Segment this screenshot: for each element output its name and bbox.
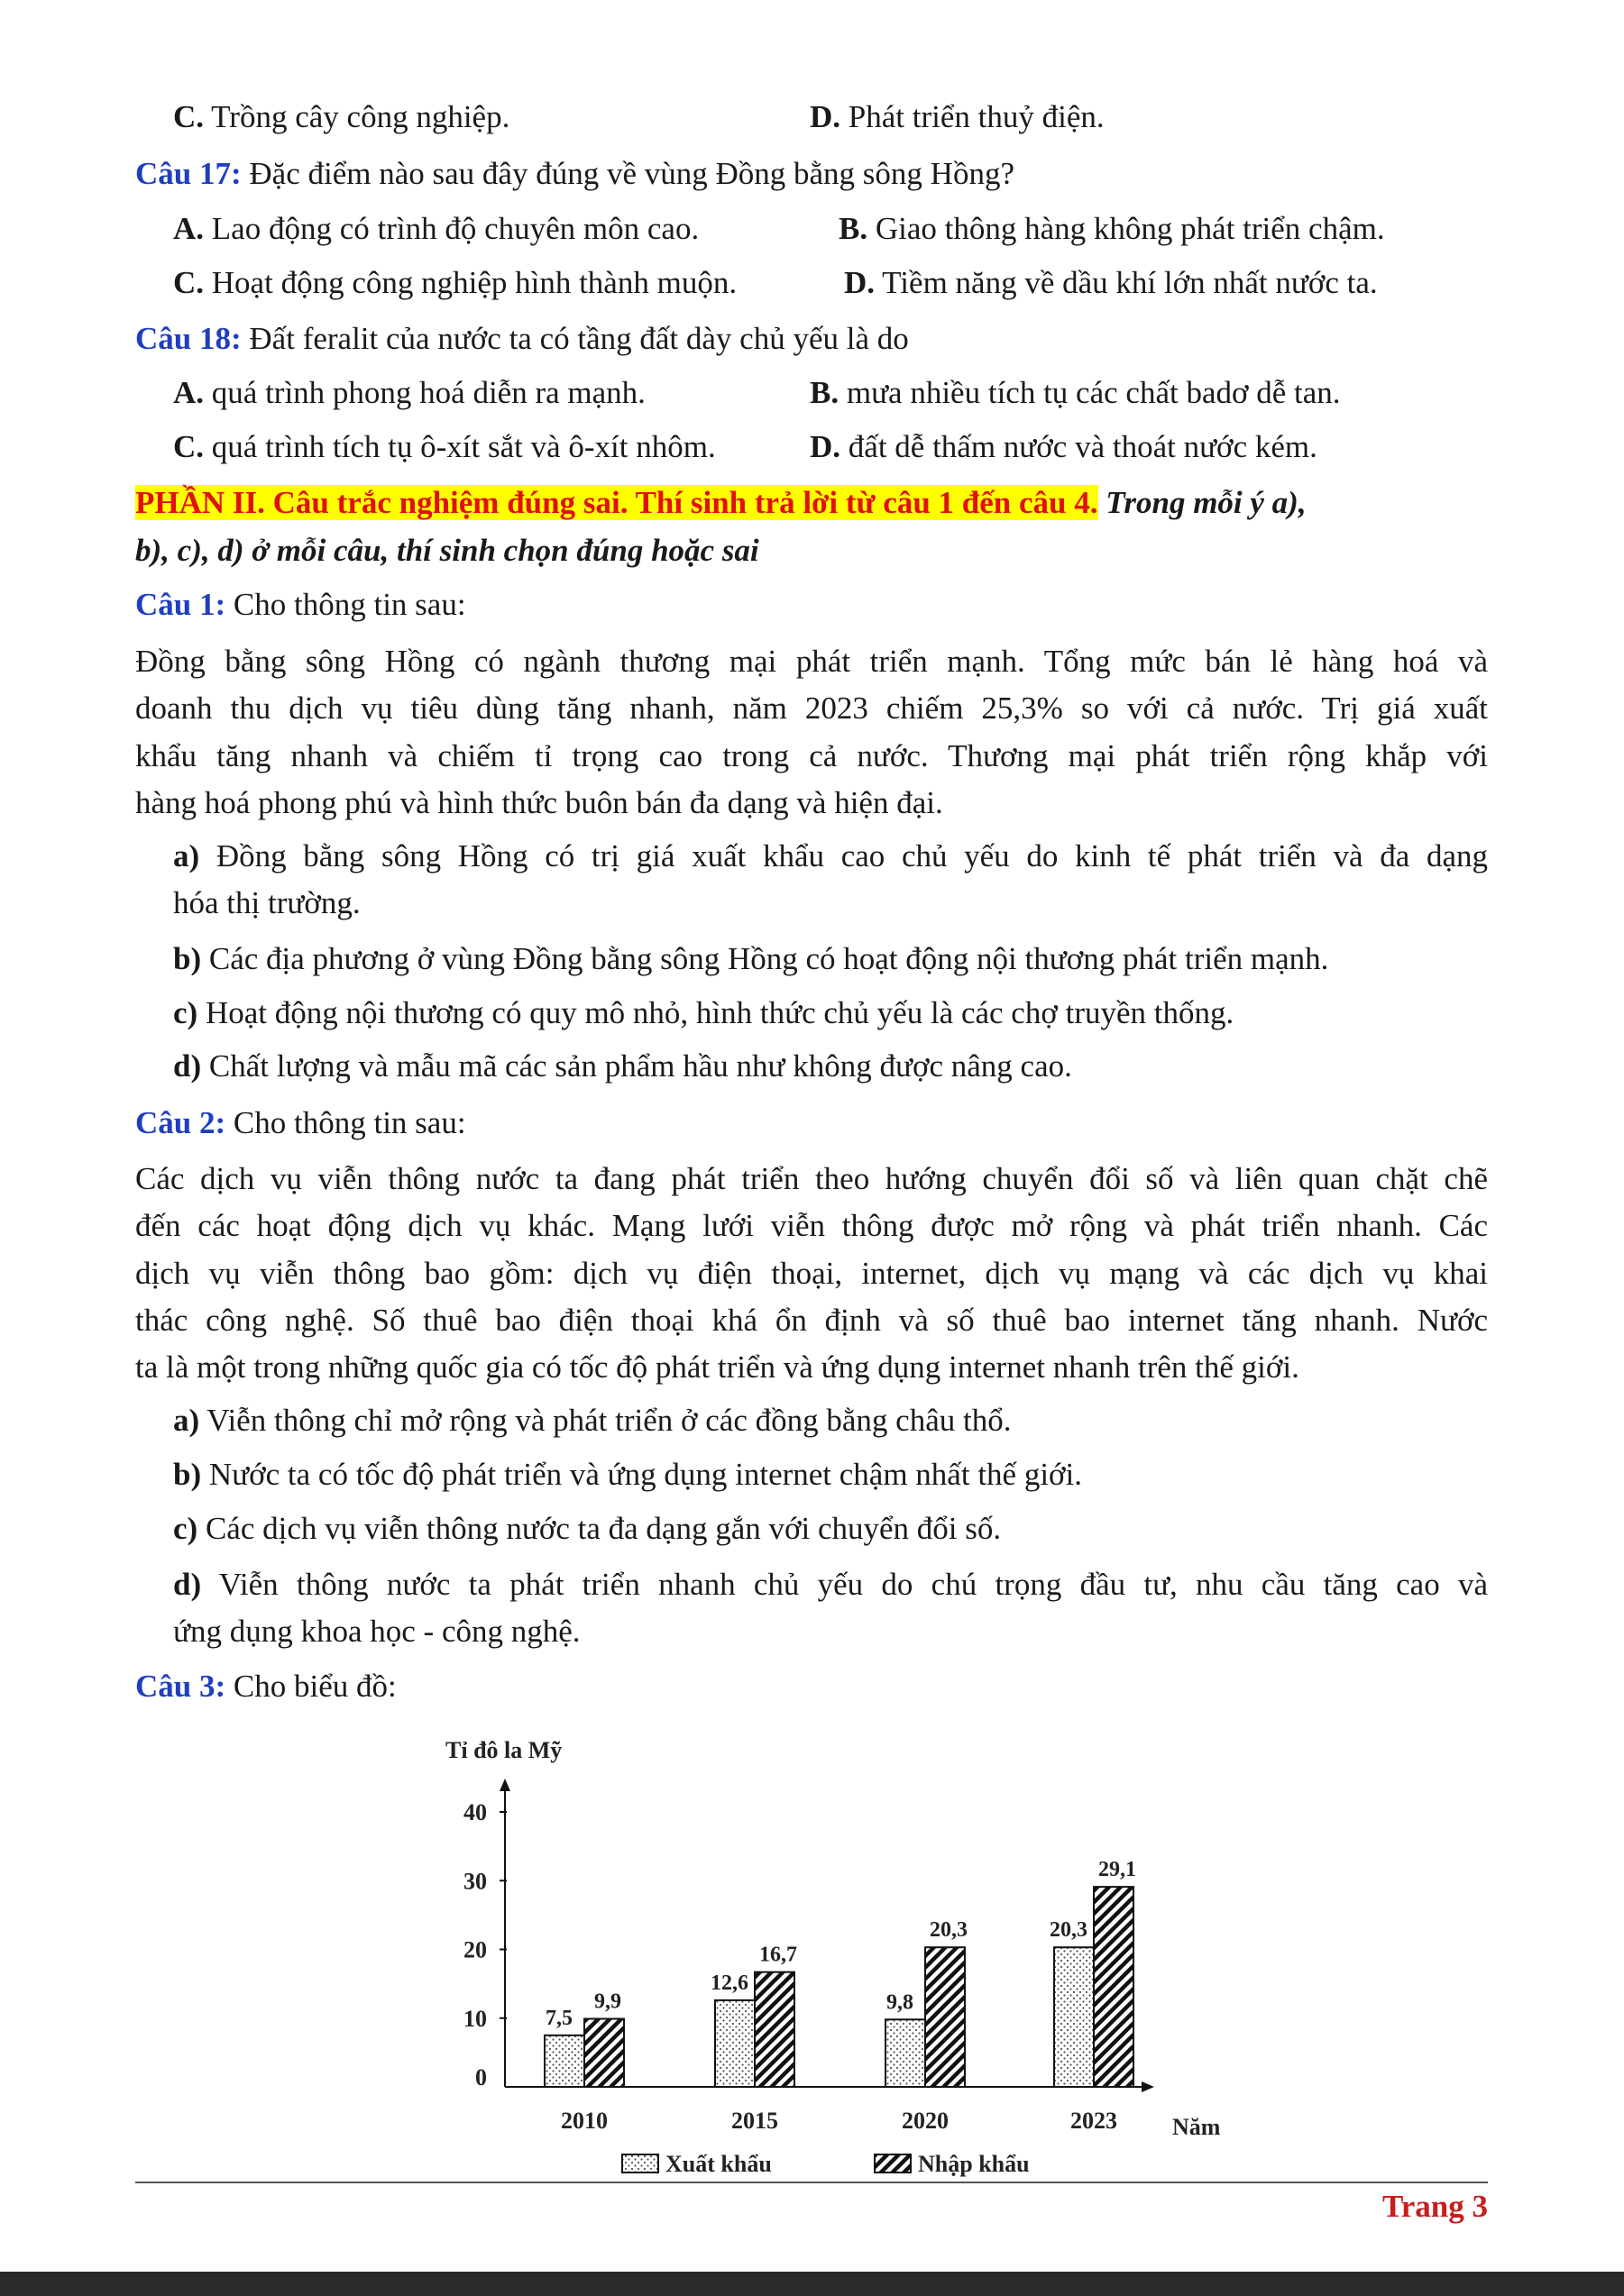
question-label: Câu 18: [135,321,242,356]
legend-label-export: Xuất khẩu [665,2151,772,2177]
statement-label: d) [173,1048,202,1084]
option-label: B. [839,211,868,246]
data-label: 20,3 [930,1918,968,1943]
statement-text: Viễn thông nước ta phát triển nhanh chủ yếu do chú trọng đầu tư, nhu cầu tăng cao và [218,1567,1488,1602]
q17-option-d [844,262,1378,304]
option-text: Lao động có trình độ chuyên môn cao. [211,211,700,246]
paragraph-line: ta là một trong những quốc gia có tốc độ phát triển và ứng dụng internet nhanh trên thế giới. [135,1349,1299,1385]
option-label: A. [173,375,205,410]
data-label: 9,8 [886,1990,913,2015]
option-label: D. [844,265,876,300]
part-heading-instruction: Trong mỗi ý a), [1106,485,1307,520]
bar-export [545,2035,584,2087]
option-text: Phát triển thuỷ điện. [848,99,1105,134]
p1-statement-a-cont: hóa thị trường. [173,885,361,920]
y-tick-label: 20 [463,1936,487,1963]
statement-text: Viễn thông chỉ mở rộng và phát triển ở các đồng bằng châu thổ. [206,1403,1012,1438]
statement-text: Hoạt động nội thương có quy mô nhỏ, hình thức chủ yếu là các chợ truyền thống. [205,995,1234,1030]
statement-label: d) [173,1567,202,1602]
option-text: Trồng cây công nghiệp. [211,99,510,134]
question-label: Câu 1: [135,587,226,622]
question-17 [135,153,1014,195]
question-intro: Cho thông tin sau: [233,1105,466,1140]
x-axis-arrow [1142,2081,1154,2092]
y-tick-label: 30 [463,1868,487,1895]
q18-option-a [173,372,646,414]
x-axis-title: Năm [1172,2114,1221,2140]
legend-label-import: Nhập khẩu [918,2151,1030,2177]
option-label: D. [810,429,841,464]
data-label: 9,9 [594,1990,621,2014]
data-label: 12,6 [711,1971,748,1995]
data-label: 29,1 [1098,1858,1136,1882]
option-text: đất dễ thấm nước và thoát nước kém. [848,429,1317,464]
y-tick-label: 40 [463,1799,487,1825]
option-label: C. [173,429,205,464]
p1-statement-b [173,938,1328,980]
q18-option-b [810,372,1341,414]
p1-statement-d [173,1046,1072,1087]
part-heading-instruction-cont: b), c), d) ở mỗi câu, thí sinh chọn đúng hoặc sai [135,533,759,568]
question-18 [135,318,909,360]
question-label: Câu 3: [135,1669,226,1704]
y-axis-arrow [500,1779,510,1791]
q17-option-a [173,208,699,250]
p2-statement-b [173,1454,1082,1496]
bar-import [755,1972,794,2087]
paragraph-line: đến các hoạt động dịch vụ khác. Mạng lưới viễn thông được mở rộng và phát triển nhanh. Các [135,1208,1488,1243]
y-axis-title: Tỉ đô la Mỹ [445,1737,563,1763]
p2-statement-a [173,1400,1011,1441]
y-tick-label: 0 [475,2064,487,2090]
y-tick-label: 10 [463,2005,487,2032]
paragraph-line: thác công nghệ. Số thuê bao điện thoại khá ổn định và số thuê bao internet tăng nhanh. Nước [135,1303,1488,1338]
paragraph-line: dịch vụ viễn thông bao gồm: dịch vụ điện thoại, internet, dịch vụ mạng và các dịch vụ khai [135,1256,1488,1291]
paragraph-line: doanh thu dịch vụ tiêu dùng tăng nhanh, năm 2023 chiếm 25,3% so với cả nước. Trị giá xuất [135,691,1488,726]
bar-chart [397,1713,1226,2191]
problem-2 [135,1102,466,1144]
question-text: Đặc điểm nào sau đây đúng về vùng Đồng bằng sông Hồng? [249,156,1014,191]
bottom-border [0,2272,1624,2296]
legend-swatch-import [875,2154,911,2173]
option-text: Giao thông hàng không phát triển chậm. [875,211,1385,246]
bar-export [885,2019,925,2087]
statement-label: c) [173,1511,198,1546]
bar-import [584,2019,624,2087]
data-label: 16,7 [759,1943,797,1967]
p1-statement-c [173,992,1234,1034]
part-heading [135,482,1307,524]
x-tick-label: 2023 [1070,2108,1117,2134]
statement-text: Nước ta có tốc độ phát triển và ứng dụng internet chậm nhất thế giới. [208,1457,1083,1492]
q18-option-d [810,426,1317,468]
page-number: Trang 3 [1382,2189,1488,2224]
statement-label: a) [173,1403,200,1438]
paragraph-line: Đồng bằng sông Hồng có ngành thương mại phát triển mạnh. Tổng mức bán lẻ hàng hoá và [135,644,1488,679]
p1-statement-a [173,836,1488,877]
option-label: D. [810,99,841,134]
q17-option-b [839,208,1385,250]
statement-label: b) [173,941,202,976]
question-intro: Cho thông tin sau: [233,587,466,622]
paragraph-line: khẩu tăng nhanh và chiếm tỉ trọng cao trong cả nước. Thương mại phát triển rộng khắp với [135,738,1488,773]
paragraph-line: hàng hoá phong phú và hình thức buôn bán đa dạng và hiện đại. [135,785,943,820]
option-label: A. [173,211,205,246]
bar-import [925,1947,965,2087]
footer-divider [135,2182,1488,2183]
statement-text: Các địa phương ở vùng Đồng bằng sông Hồng có hoạt động nội thương phát triển mạnh. [208,941,1329,976]
legend-swatch-export [622,2154,658,2173]
option-text: Hoạt động công nghiệp hình thành muộn. [211,265,738,300]
problem-1 [135,584,466,626]
option-label: B. [810,375,840,410]
q17-option-c [173,262,737,304]
statement-text: Chất lượng và mẫu mã các sản phẩm hầu như không được nâng cao. [208,1048,1072,1084]
paragraph-line: Các dịch vụ viễn thông nước ta đang phát triển theo hướng chuyển đổi số và liên quan chặt chẽ [135,1161,1488,1196]
question-text: Đất feralit của nước ta có tầng đất dày chủ yếu là do [249,321,909,356]
p2-statement-d-cont: ứng dụng khoa học - công nghệ. [173,1614,581,1649]
option-d [810,96,1105,138]
statement-label: a) [173,838,200,874]
option-text: Tiềm năng về dầu khí lớn nhất nước ta. [882,265,1378,300]
x-tick-label: 2015 [731,2108,778,2134]
option-label: C. [173,265,205,300]
problem-3 [135,1666,397,1707]
question-label: Câu 2: [135,1105,226,1140]
option-text: mưa nhiều tích tụ các chất badơ dễ tan. [846,375,1341,410]
question-intro: Cho biểu đồ: [233,1669,397,1704]
x-tick-label: 2010 [561,2108,608,2134]
option-text: quá trình phong hoá diễn ra mạnh. [211,375,646,410]
bar-export [1054,1947,1094,2087]
statement-label: c) [173,995,198,1030]
x-tick-label: 2020 [902,2108,949,2134]
p2-statement-c [173,1508,1001,1550]
q18-option-c [173,426,716,468]
statement-text: Các dịch vụ viễn thông nước ta đa dạng gắn với chuyển đổi số. [205,1511,1002,1546]
option-c [173,96,509,138]
p2-statement-d [173,1564,1488,1605]
data-label: 7,5 [546,2006,573,2030]
question-label: Câu 17: [135,156,242,191]
option-label: C. [173,99,205,134]
bar-import [1094,1887,1133,2087]
statement-text: Đồng bằng sông Hồng có trị giá xuất khẩu cao chủ yếu do kinh tế phát triển và đa dạng [216,838,1488,874]
bar-export [715,2000,755,2087]
part-heading-highlight: PHẦN II. Câu trắc nghiệm đúng sai. Thí sinh trả lời từ câu 1 đến câu 4. [135,485,1098,520]
option-text: quá trình tích tụ ô-xít sắt và ô-xít nhôm. [211,429,716,464]
data-label: 20,3 [1050,1918,1087,1943]
statement-label: b) [173,1457,202,1492]
